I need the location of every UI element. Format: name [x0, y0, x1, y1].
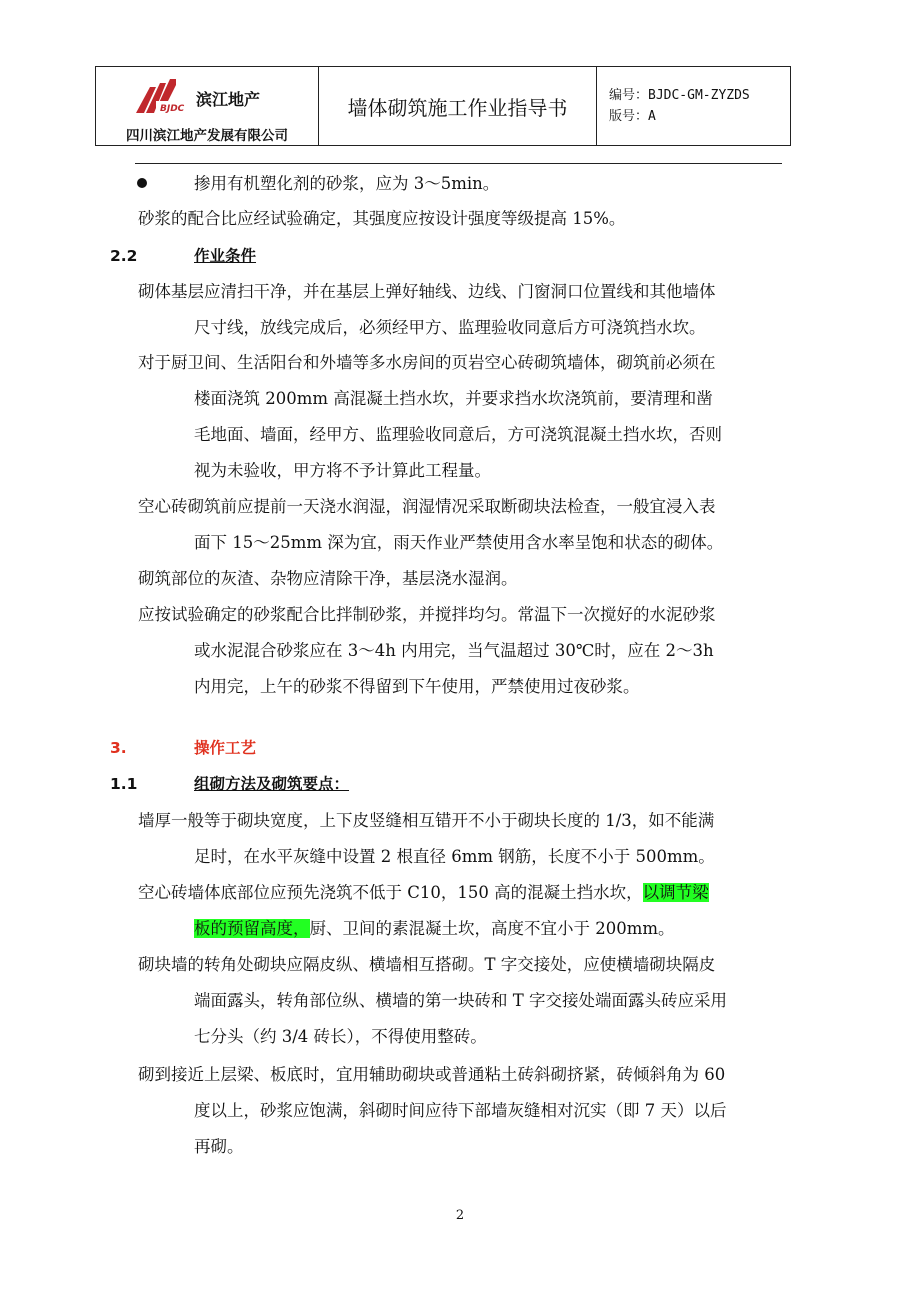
- logo-mark-text: BJDC: [160, 104, 185, 113]
- highlighted-text: 以调节梁: [642, 883, 709, 902]
- paragraph-line: 砌到接近上层梁、板底时，宜用辅助砌块或普通粘土砖斜砌挤紧，砖倾斜角为 60: [138, 1065, 726, 1084]
- bullet-icon: [137, 178, 147, 188]
- page-number: 2: [455, 1208, 465, 1223]
- bjdc-logo-icon: [136, 79, 194, 113]
- paragraph-text: 空心砖墙体底部位应预先浇筑不低于 C10，150 高的混凝土挡水坎，: [138, 883, 643, 902]
- document-title: 墙体砌筑施工作业指导书: [319, 67, 597, 145]
- mix-ratio-text: 砂浆的配合比应经试验确定，其强度应按设计强度等级提高 15%。: [138, 209, 626, 228]
- paragraph-text: 厨、卫间的素混凝土坎，高度不宜小于 200mm。: [309, 919, 675, 938]
- highlighted-text: 板的预留高度，: [194, 919, 310, 938]
- paragraph-line: 楼面浇筑 200mm 高混凝土挡水坎，并要求挡水坎浇筑前，要清理和凿: [194, 389, 713, 408]
- paragraph-line: 砌块墙的转角处砌块应隔皮纵、横墙相互搭砌。T 字交接处，应使横墙砌块隔皮: [138, 955, 716, 974]
- paragraph-line: 毛地面、墙面，经甲方、监理验收同意后，方可浇筑混凝土挡水坎，否则: [194, 425, 722, 444]
- paragraph-line: 应按试验确定的砂浆配合比拌制砂浆，并搅拌均匀。常温下一次搅好的水泥砂浆: [138, 605, 716, 624]
- paragraph-line: [194, 917, 675, 941]
- document-header: [95, 66, 791, 146]
- paragraph-line: 视为未验收，甲方将不予计算此工程量。: [194, 461, 491, 480]
- document-version: 版号：A: [609, 109, 656, 124]
- paragraph-line: 七分头（约 3/4 砖长），不得使用整砖。: [194, 1027, 487, 1046]
- document-meta: [597, 67, 790, 145]
- section-number: 3.: [110, 739, 127, 757]
- paragraph-line: 或水泥混合砂浆应在 3～4h 内用完，当气温超过 30℃时，应在 2～3h: [194, 641, 714, 660]
- section-title: 作业条件: [194, 247, 257, 265]
- paragraph-line: 墙厚一般等于砌块宽度，上下皮竖缝相互错开不小于砌块长度的 1/3，如不能满: [138, 811, 715, 830]
- paragraph-line: 砌筑部位的灰渣、杂物应清除干净，基层浇水湿润。: [138, 569, 518, 588]
- paragraph-line: 度以上，砂浆应饱满，斜砌时间应待下部墙灰缝相对沉实（即 7 天）以后: [194, 1101, 727, 1120]
- paragraph-line: 空心砖砌筑前应提前一天浇水润湿，润湿情况采取断砌块法检查，一般宜浸入表: [138, 497, 716, 516]
- section-number: 2.2: [110, 247, 138, 265]
- header-rule: [135, 163, 782, 164]
- document-code: 编号：BJDC-GM-ZYZDS: [609, 88, 750, 103]
- paragraph-line: 面下 15～25mm 深为宜，雨天作业严禁使用含水率呈饱和状态的砌体。: [194, 533, 724, 552]
- paragraph-line: 足时，在水平灰缝中设置 2 根直径 6mm 钢筋，长度不小于 500mm。: [194, 847, 715, 866]
- paragraph-line: 尺寸线，放线完成后，必须经甲方、监理验收同意后方可浇筑挡水坎。: [194, 318, 706, 337]
- logo-text: 滨江地产: [196, 90, 261, 109]
- company-name: 四川滨江地产发展有限公司: [126, 128, 288, 144]
- section-title: 组砌方法及砌筑要点：: [194, 775, 350, 793]
- logo-cell: [96, 67, 319, 145]
- bullet-text: 掺用有机塑化剂的砂浆，应为 3～5min。: [194, 174, 500, 193]
- paragraph-line: [138, 881, 709, 905]
- paragraph-line: 端面露头，转角部位纵、横墙的第一块砖和 T 字交接处端面露头砖应采用: [194, 991, 727, 1010]
- paragraph-line: 对于厨卫间、生活阳台和外墙等多水房间的页岩空心砖砌筑墙体，砌筑前必须在: [138, 353, 716, 372]
- section-title: 操作工艺: [194, 739, 257, 757]
- paragraph-line: 再砌。: [194, 1137, 244, 1156]
- paragraph-line: 内用完，上午的砂浆不得留到下午使用，严禁使用过夜砂浆。: [194, 677, 640, 696]
- section-number: 1.1: [110, 775, 138, 793]
- paragraph-line: 砌体基层应清扫干净，并在基层上弹好轴线、边线、门窗洞口位置线和其他墙体: [138, 282, 716, 301]
